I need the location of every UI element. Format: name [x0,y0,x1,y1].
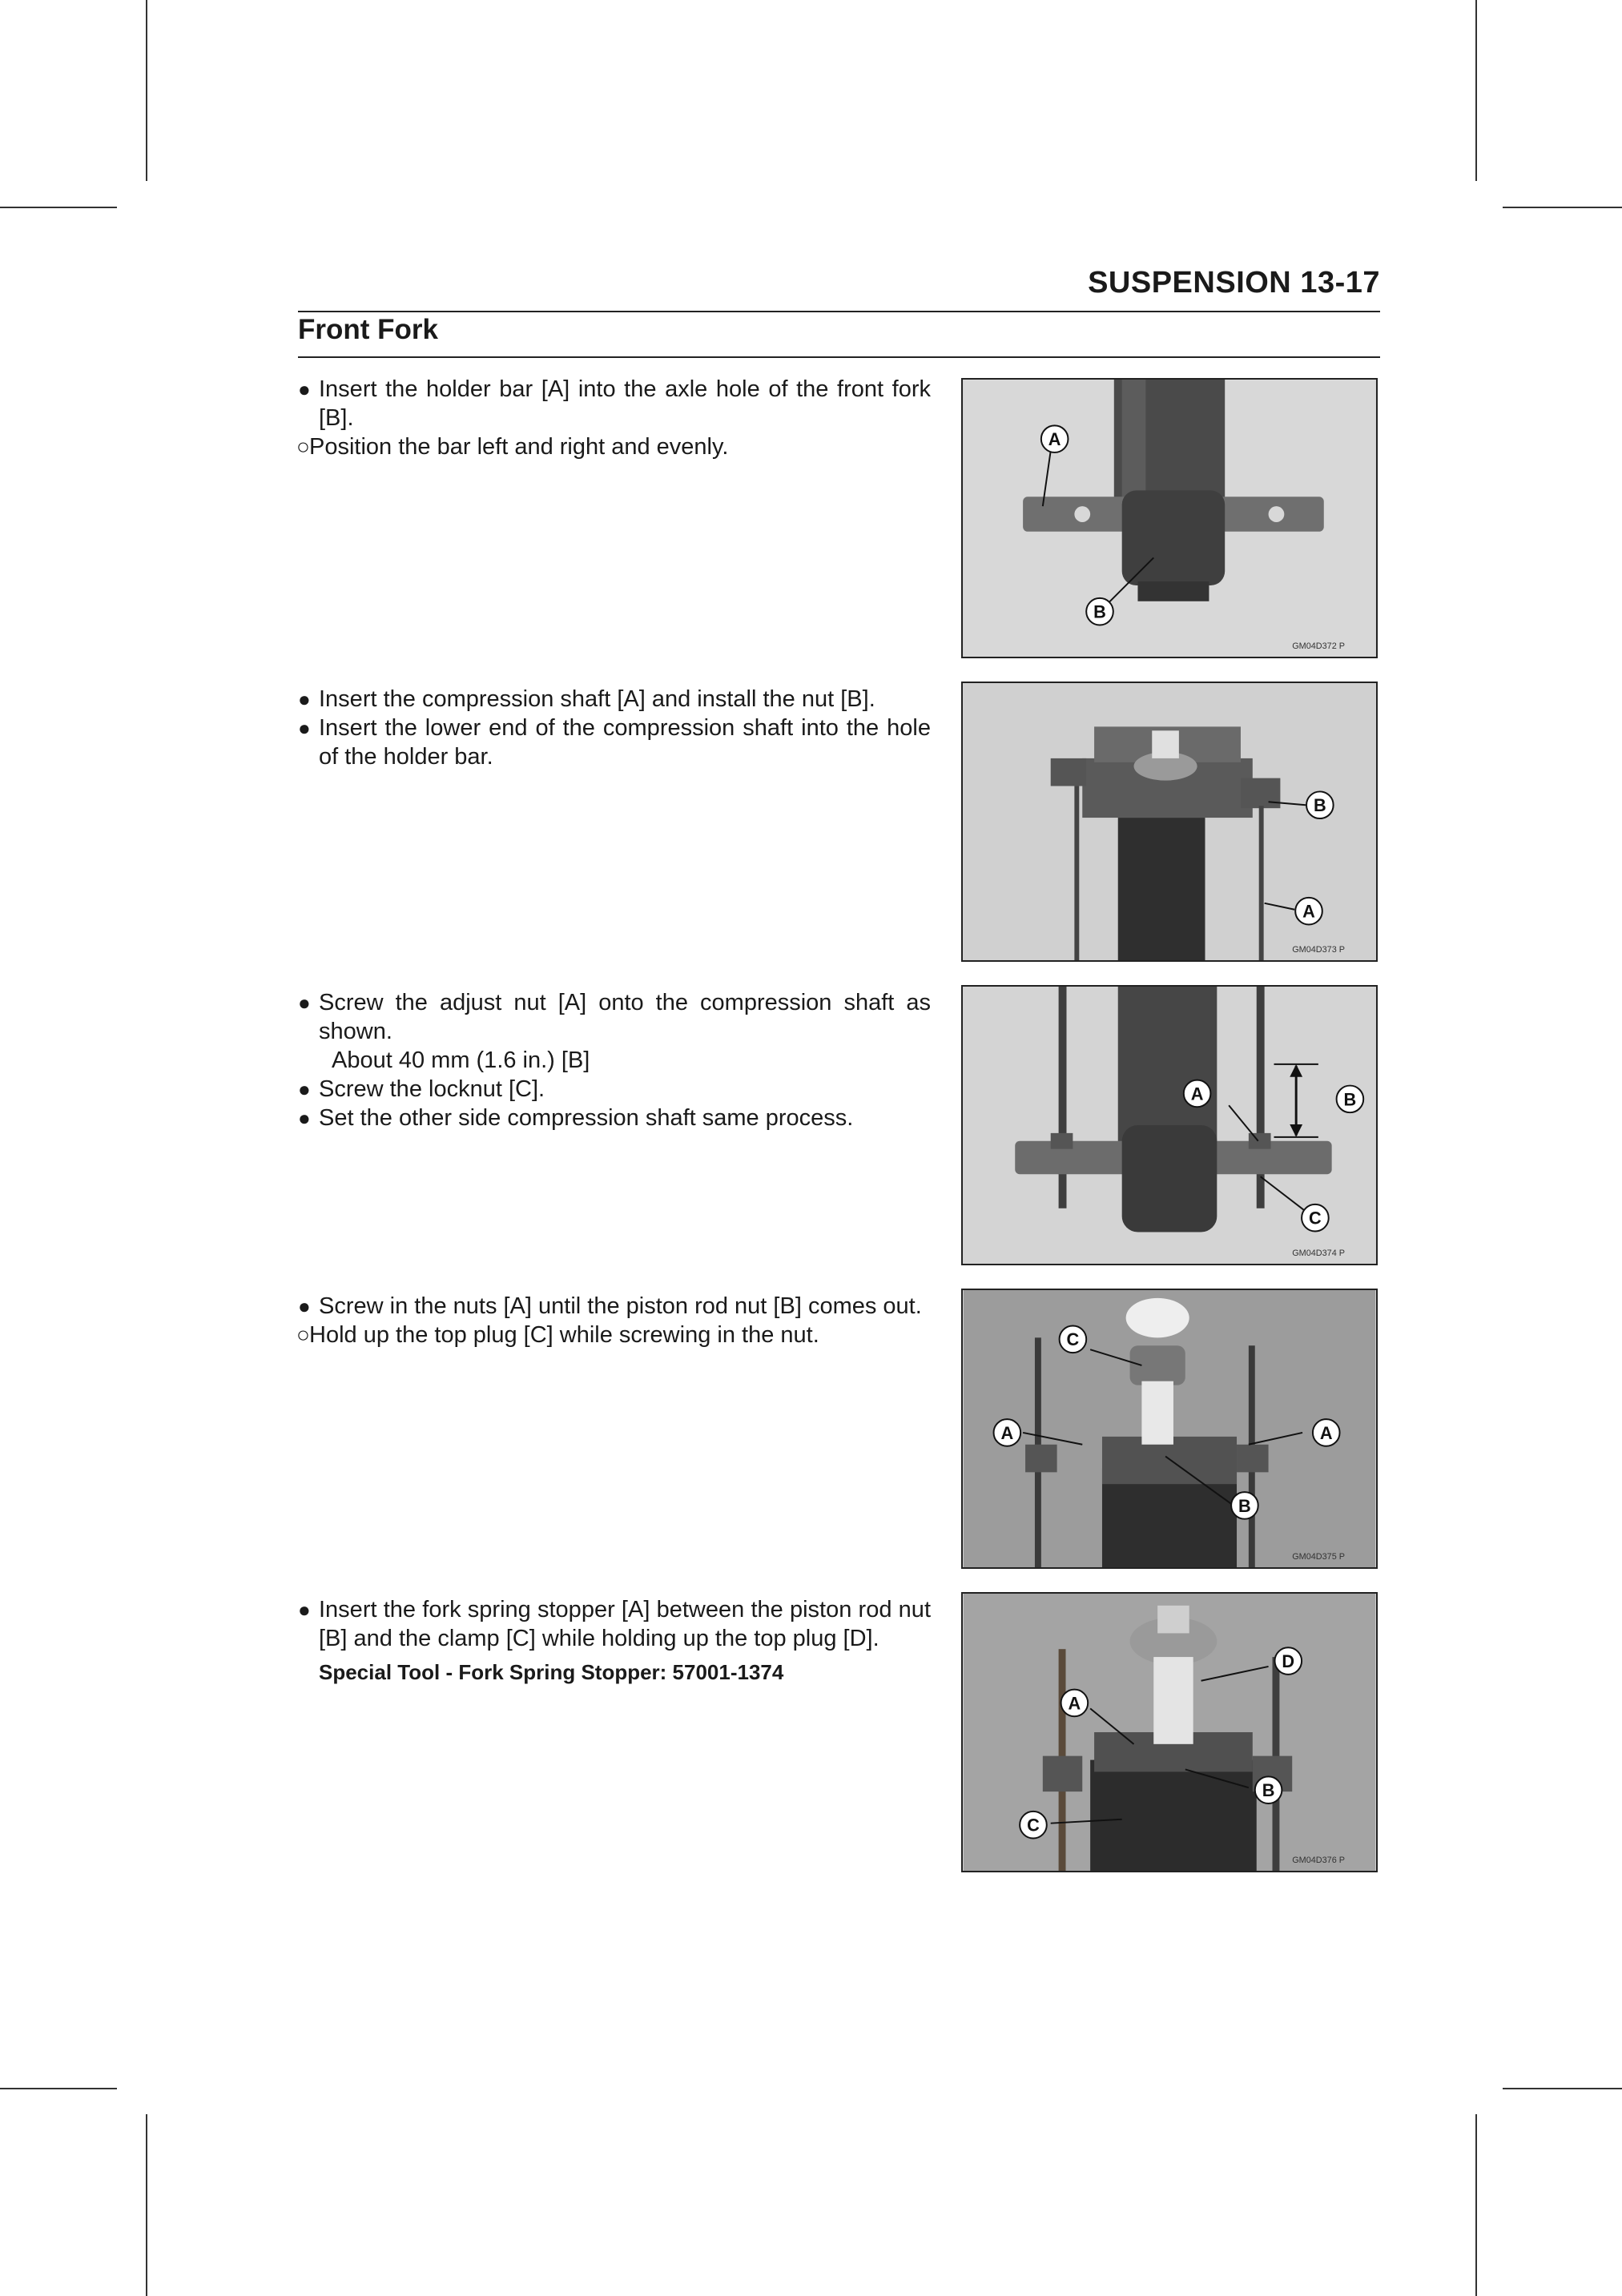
page-header-title: SUSPENSION 13-17 [1088,266,1380,300]
figure-label: B [1093,601,1106,622]
bullet-item [298,988,931,1046]
sub-item [298,1321,931,1349]
crop-mark [1475,2114,1477,2296]
bullet-glyph: ● [298,991,311,1015]
figure-illustration [963,1594,1376,1871]
step-3-text [298,988,931,1132]
spec-value: About 40 mm (1.6 in.) [B] [332,1047,590,1073]
figure-adjust-nut [961,985,1378,1265]
step-2-text [298,685,931,771]
figure-code: GM04D376 P [1292,1856,1346,1866]
sub-glyph: ○ [296,434,310,459]
figure-label: A [1319,1422,1333,1443]
bullet-glyph: ● [298,716,311,740]
figure-label: B [1238,1495,1251,1516]
figure-code: GM04D372 P [1292,641,1346,652]
bullet-item [298,1292,931,1321]
bullet-item [298,685,931,714]
instruction-text: Insert the fork spring stopper [A] between the piston rod nut [B] and the clamp [C] while holding up the top plug [D]. [319,1597,931,1651]
instruction-text: Screw the adjust nut [A] onto the compression shaft as shown. [319,990,931,1044]
figure-label: B [1313,795,1326,816]
instruction-text: Hold up the top plug [C] while screwing in the nut. [309,1322,819,1348]
crop-mark [1503,2088,1622,2089]
crop-mark [1475,0,1477,181]
figure-spring-stopper [961,1592,1378,1872]
step-1-text [298,375,931,461]
bullet-glyph: ● [298,377,311,401]
figure-label: B [1343,1089,1357,1110]
figure-illustration [963,683,1376,960]
figure-label: A [1302,901,1315,922]
crop-mark [0,207,117,208]
figure-compression-shaft [961,682,1378,962]
step-4-text [298,1292,931,1349]
figure-screw-nuts [961,1289,1378,1569]
instruction-text: Insert the compression shaft [A] and install the nut [B]. [319,686,875,712]
bullet-glyph: ● [298,1106,311,1130]
section-title: Front Fork [298,314,438,345]
instruction-text: Screw in the nuts [A] until the piston rod nut [B] comes out. [319,1293,922,1319]
figure-illustration [963,1290,1376,1567]
bullet-glyph: ● [298,1077,311,1101]
bullet-glyph: ● [298,1294,311,1318]
figure-code: GM04D374 P [1292,1249,1346,1259]
figure-label: A [1048,429,1061,450]
instruction-text: Screw the locknut [C]. [319,1076,545,1102]
instruction-text: Insert the holder bar [A] into the axle hole of the front fork [B]. [319,376,931,431]
sub-glyph: ○ [296,1322,310,1347]
figure-illustration [963,380,1376,657]
figure-label: C [1309,1208,1322,1228]
step-5-text [298,1595,931,1687]
special-tool: Special Tool - Fork Spring Stopper: 57001-1374 [319,1660,784,1684]
section-rule [298,356,1380,358]
bullet-glyph: ● [298,1598,311,1622]
instruction-text: Insert the lower end of the compression shaft into the hole of the holder bar. [319,715,931,770]
figure-code: GM04D373 P [1292,945,1346,955]
figure-illustration [963,987,1376,1264]
instruction-text: Position the bar left and right and evenly. [309,434,729,460]
bullet-item [298,714,931,771]
bullet-item [298,1595,931,1653]
header-rule [298,311,1380,312]
figure-label: C [1027,1815,1040,1836]
bullet-item [298,1075,931,1104]
figure-label: A [1190,1084,1204,1104]
crop-mark [1503,207,1622,208]
crop-mark [146,2114,147,2296]
bullet-glyph: ● [298,687,311,711]
crop-mark [0,2088,117,2089]
instruction-text: Set the other side compression shaft same process. [319,1105,854,1131]
bullet-item [298,1104,931,1132]
crop-mark [146,0,147,181]
figure-holder-bar [961,378,1378,658]
bullet-item [298,375,931,432]
figure-label: C [1066,1329,1080,1350]
figure-label: B [1262,1780,1275,1801]
figure-label: A [1068,1693,1081,1714]
figure-label: D [1282,1651,1295,1671]
figure-label: A [1000,1422,1014,1443]
sub-item [298,432,931,461]
figure-code: GM04D375 P [1292,1552,1346,1562]
